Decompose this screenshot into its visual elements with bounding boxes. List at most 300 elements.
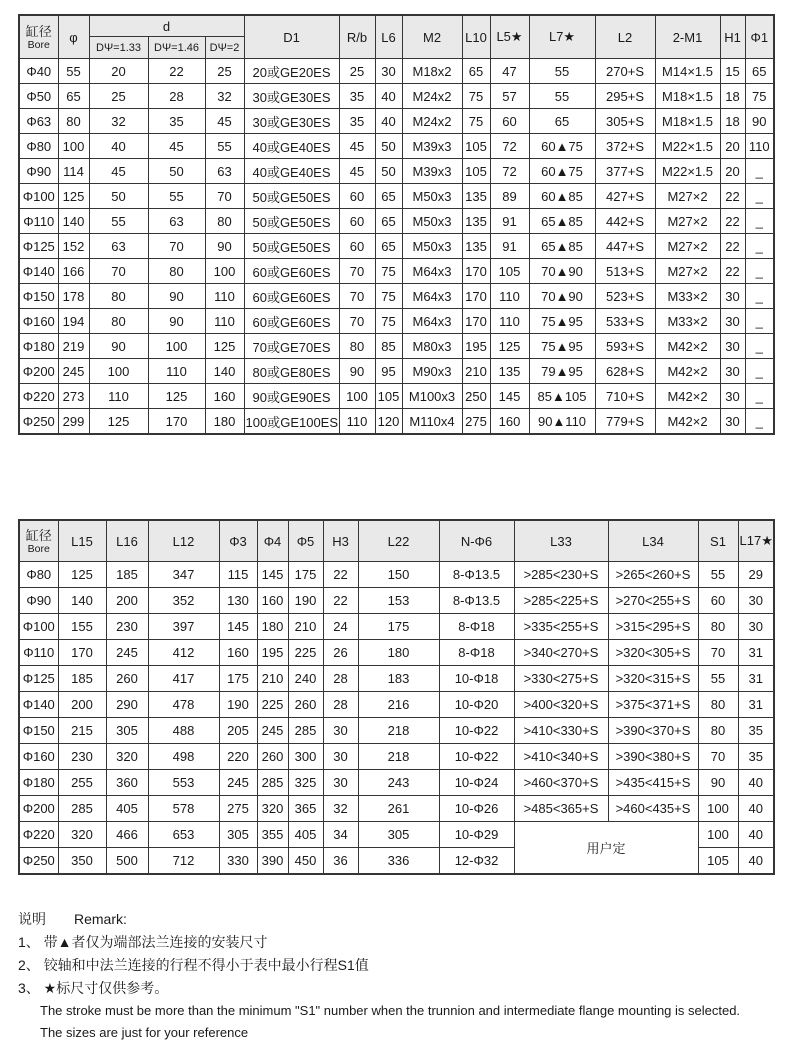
col-header-l17-star: L17★: [738, 520, 774, 562]
table-cell: 153: [358, 588, 439, 614]
table-cell: 125: [89, 409, 148, 435]
table-cell: 75▲95: [529, 309, 595, 334]
table-cell: 347: [148, 562, 219, 588]
table-cell: 160: [205, 384, 244, 409]
col-header-2-m1: 2-M1: [655, 15, 720, 59]
table-cell: 45: [339, 134, 375, 159]
table-cell: 273: [58, 384, 89, 409]
table-cell: 442+S: [595, 209, 655, 234]
table-cell: 100: [339, 384, 375, 409]
table-cell: 10-Φ24: [439, 770, 514, 796]
table-cell: 24: [323, 614, 358, 640]
table-cell: >460<370+S: [514, 770, 608, 796]
table-cell: 30: [720, 409, 745, 435]
table-row: [19, 770, 774, 796]
table-cell: 35: [148, 109, 205, 134]
table-cell: 125: [58, 184, 89, 209]
table-cell: 295+S: [595, 84, 655, 109]
table-cell: 105: [375, 384, 402, 409]
col-header-h1: H1: [720, 15, 745, 59]
row-bore-label: Φ80: [19, 134, 58, 159]
table-cell: 57: [490, 84, 529, 109]
table-cell: 285: [288, 718, 323, 744]
table-cell: >390<370+S: [608, 718, 698, 744]
table-cell: M24x2: [402, 84, 462, 109]
table-cell: 110: [490, 309, 529, 334]
table-cell: 26: [323, 640, 358, 666]
table-cell: 22: [720, 259, 745, 284]
table-row: [19, 822, 774, 848]
table-cell: 110: [205, 309, 244, 334]
table-cell: 245: [257, 718, 288, 744]
table2-body: [19, 562, 774, 875]
table-cell: >330<275+S: [514, 666, 608, 692]
table-cell: 75: [375, 284, 402, 309]
remark-english-2: The sizes are just for your reference: [40, 1025, 249, 1040]
table-cell: 100: [58, 134, 89, 159]
table-cell: 91: [490, 234, 529, 259]
table-cell: _: [745, 284, 774, 309]
table-cell: 80: [698, 692, 738, 718]
col-header-bore: [19, 15, 58, 59]
table-cell: 200: [58, 692, 106, 718]
remarks-section: [18, 908, 773, 1044]
table-cell: 65▲85: [529, 209, 595, 234]
table-cell: >270<255+S: [608, 588, 698, 614]
table-cell: 230: [106, 614, 148, 640]
table-cell: 183: [358, 666, 439, 692]
table-cell: 135: [462, 184, 490, 209]
table-cell: 40: [738, 770, 774, 796]
table-row: [19, 84, 774, 109]
table-cell: 70: [205, 184, 244, 209]
table-cell: 145: [219, 614, 257, 640]
table-cell: 80: [89, 309, 148, 334]
table-cell: 80: [698, 718, 738, 744]
table-cell: 40: [375, 109, 402, 134]
table-row: [19, 359, 774, 384]
table-cell: 352: [148, 588, 219, 614]
table-cell: 55: [529, 84, 595, 109]
table-cell: 498: [148, 744, 219, 770]
table-cell: 15: [720, 59, 745, 84]
table-cell: 553: [148, 770, 219, 796]
row-bore-label: Φ250: [19, 409, 58, 435]
table-cell: 50: [375, 134, 402, 159]
table-cell: 28: [148, 84, 205, 109]
table-cell: 80: [339, 334, 375, 359]
table-cell: M64x3: [402, 259, 462, 284]
table-cell: M33×2: [655, 284, 720, 309]
table-row: [19, 718, 774, 744]
table-cell: 20: [720, 159, 745, 184]
table-cell: 100: [698, 796, 738, 822]
table-cell: 70或GE70ES: [244, 334, 339, 359]
col-header-d-psi-1-33: DΨ=1.33: [89, 37, 148, 59]
table-cell: 166: [58, 259, 89, 284]
table-cell: 28: [323, 692, 358, 718]
table-row: [19, 284, 774, 309]
row-bore-label: Φ125: [19, 666, 58, 692]
table-cell: 63: [205, 159, 244, 184]
table-cell: 31: [738, 692, 774, 718]
table-cell: 80: [698, 614, 738, 640]
table-cell: 22: [720, 184, 745, 209]
table-cell: 31: [738, 666, 774, 692]
col-header-l16: L16: [106, 520, 148, 562]
table-cell: 32: [89, 109, 148, 134]
table-cell: 70▲90: [529, 284, 595, 309]
table-cell: 55: [698, 562, 738, 588]
table-row: [19, 159, 774, 184]
table-cell: 90: [148, 284, 205, 309]
table-cell: 40或GE40ES: [244, 159, 339, 184]
table-cell: 105: [462, 134, 490, 159]
table-row: [19, 666, 774, 692]
table-cell: 40: [375, 84, 402, 109]
table-cell: 75: [375, 309, 402, 334]
table-cell: 245: [106, 640, 148, 666]
col-header-l12: L12: [148, 520, 219, 562]
table-cell: 210: [257, 666, 288, 692]
table-cell: 50: [375, 159, 402, 184]
table-cell: 216: [358, 692, 439, 718]
table-cell: 365: [288, 796, 323, 822]
table-cell: 125: [205, 334, 244, 359]
table-cell: 10-Φ22: [439, 744, 514, 770]
table-cell: 653: [148, 822, 219, 848]
table-cell: 95: [375, 359, 402, 384]
table-cell: 10-Φ22: [439, 718, 514, 744]
table-row: [19, 259, 774, 284]
table-cell: 320: [58, 822, 106, 848]
remark-line-1: 1、 带▲者仅为端部法兰连接的安装尺寸: [18, 934, 268, 950]
table-cell: 390: [257, 848, 288, 875]
table-cell: 50或GE50ES: [244, 234, 339, 259]
table-cell: 220: [219, 744, 257, 770]
table-cell: 22: [323, 588, 358, 614]
col-header-m2: M2: [402, 15, 462, 59]
table-cell: 75: [745, 84, 774, 109]
table-cell: 110: [745, 134, 774, 159]
table-cell: 30: [720, 309, 745, 334]
table-cell: 40: [738, 848, 774, 875]
table-cell: 218: [358, 744, 439, 770]
row-bore-label: Φ63: [19, 109, 58, 134]
table-cell: 80: [89, 284, 148, 309]
row-bore-label: Φ110: [19, 209, 58, 234]
table-row: [19, 588, 774, 614]
table-cell: 110: [89, 384, 148, 409]
table-cell: _: [745, 409, 774, 435]
table-cell: 578: [148, 796, 219, 822]
table-cell: 405: [288, 822, 323, 848]
table-cell: 194: [58, 309, 89, 334]
col-header-h3: H3: [323, 520, 358, 562]
table-cell: M33×2: [655, 309, 720, 334]
row-bore-label: Φ100: [19, 184, 58, 209]
table-cell: 90或GE90ES: [244, 384, 339, 409]
row-bore-label: Φ220: [19, 384, 58, 409]
table-cell: 90: [745, 109, 774, 134]
table-cell: 30: [720, 384, 745, 409]
table-cell: 628+S: [595, 359, 655, 384]
table-cell: 45: [148, 134, 205, 159]
table-cell: 260: [106, 666, 148, 692]
col-header-l7-star: L7★: [529, 15, 595, 59]
col-header-l33: L33: [514, 520, 608, 562]
col-header-bore: [19, 520, 58, 562]
table-cell: >285<225+S: [514, 588, 608, 614]
table-row: [19, 409, 774, 435]
table-cell: 30: [323, 718, 358, 744]
table-cell: 270+S: [595, 59, 655, 84]
table-cell: 285: [257, 770, 288, 796]
table-cell: 230: [58, 744, 106, 770]
table-cell: 55: [89, 209, 148, 234]
table-cell: 125: [490, 334, 529, 359]
bore-label-en: Bore: [27, 542, 50, 555]
col-header-d-psi-1-46: DΨ=1.46: [148, 37, 205, 59]
table-cell: 210: [462, 359, 490, 384]
table-cell: 140: [58, 588, 106, 614]
table-cell: 29: [738, 562, 774, 588]
table-cell: 245: [219, 770, 257, 796]
table-cell: 533+S: [595, 309, 655, 334]
table-cell: M110x4: [402, 409, 462, 435]
table-cell: M42×2: [655, 334, 720, 359]
table-cell: 18: [720, 84, 745, 109]
table-cell: 170: [462, 309, 490, 334]
col-header-l22: L22: [358, 520, 439, 562]
table-cell: 712: [148, 848, 219, 875]
table-cell: 45: [205, 109, 244, 134]
table-cell: 170: [462, 259, 490, 284]
table-cell: 140: [205, 359, 244, 384]
table1-body: [19, 59, 774, 435]
table-cell: 85: [375, 334, 402, 359]
table-cell: 45: [339, 159, 375, 184]
table-cell: 32: [205, 84, 244, 109]
table-cell: >485<365+S: [514, 796, 608, 822]
table-cell: M27×2: [655, 184, 720, 209]
table-cell: 170: [148, 409, 205, 435]
table-row: [19, 384, 774, 409]
row-bore-label: Φ125: [19, 234, 58, 259]
row-bore-label: Φ160: [19, 744, 58, 770]
row-bore-label: Φ50: [19, 84, 58, 109]
row-bore-label: Φ40: [19, 59, 58, 84]
row-bore-label: Φ110: [19, 640, 58, 666]
table-cell: _: [745, 159, 774, 184]
col-header-d1: D1: [244, 15, 339, 59]
table-cell: 290: [106, 692, 148, 718]
table-row: [19, 109, 774, 134]
bore-label-en: Bore: [27, 38, 50, 51]
table-cell: 12-Φ32: [439, 848, 514, 875]
row-bore-label: Φ90: [19, 159, 58, 184]
table-cell: 55: [698, 666, 738, 692]
col-header-phi4: Φ4: [257, 520, 288, 562]
table-cell: 45: [89, 159, 148, 184]
table-cell: M24x2: [402, 109, 462, 134]
table-cell: 72: [490, 159, 529, 184]
col-header-n-phi6: N-Φ6: [439, 520, 514, 562]
table-cell: 55: [205, 134, 244, 159]
table-cell: 65: [375, 234, 402, 259]
table-cell: >375<371+S: [608, 692, 698, 718]
table-cell: 100: [89, 359, 148, 384]
table-cell: 18: [720, 109, 745, 134]
table-cell: 260: [288, 692, 323, 718]
table-cell: 710+S: [595, 384, 655, 409]
table-cell: 152: [58, 234, 89, 259]
table-cell: 140: [58, 209, 89, 234]
table-cell: 195: [257, 640, 288, 666]
table-row: [19, 334, 774, 359]
row-bore-label: Φ250: [19, 848, 58, 875]
table-cell: 60: [339, 184, 375, 209]
row-bore-label: Φ80: [19, 562, 58, 588]
table-cell: 215: [58, 718, 106, 744]
table-cell: 779+S: [595, 409, 655, 435]
table-cell: 40: [738, 796, 774, 822]
col-header-l34: L34: [608, 520, 698, 562]
col-header-phi5: Φ5: [288, 520, 323, 562]
table-row: [19, 796, 774, 822]
table-cell: 180: [358, 640, 439, 666]
table-cell: 488: [148, 718, 219, 744]
table-cell: 225: [288, 640, 323, 666]
table-cell: 10-Φ18: [439, 666, 514, 692]
table-cell: M18×1.5: [655, 109, 720, 134]
row-bore-label: Φ180: [19, 334, 58, 359]
table-row: [19, 209, 774, 234]
col-header-l10: L10: [462, 15, 490, 59]
table-cell: 50: [148, 159, 205, 184]
table-cell: 70: [698, 640, 738, 666]
table-cell: _: [745, 384, 774, 409]
table-cell: 185: [106, 562, 148, 588]
table-cell: 8-Φ13.5: [439, 588, 514, 614]
table-cell: 63: [89, 234, 148, 259]
table-cell: 305: [358, 822, 439, 848]
table-cell: 10-Φ20: [439, 692, 514, 718]
table-cell: 10-Φ26: [439, 796, 514, 822]
table-cell: 30或GE30ES: [244, 109, 339, 134]
table-cell: 305: [219, 822, 257, 848]
table-cell: M27×2: [655, 234, 720, 259]
table-cell: M39x3: [402, 159, 462, 184]
table-cell: 34: [323, 822, 358, 848]
table-row: [19, 134, 774, 159]
table-cell: 300: [288, 744, 323, 770]
table-cell: >320<305+S: [608, 640, 698, 666]
table-cell: 70: [698, 744, 738, 770]
row-bore-label: Φ200: [19, 359, 58, 384]
table-cell: 90: [89, 334, 148, 359]
table-cell: 60▲75: [529, 159, 595, 184]
table-cell: 285: [58, 796, 106, 822]
table-cell: 70: [89, 259, 148, 284]
table-cell: 372+S: [595, 134, 655, 159]
table-row: [19, 59, 774, 84]
table-cell: 30或GE30ES: [244, 84, 339, 109]
table-cell: 22: [720, 234, 745, 259]
table-cell: 130: [219, 588, 257, 614]
table-cell: 110: [148, 359, 205, 384]
table-cell: >285<230+S: [514, 562, 608, 588]
table-cell: M42×2: [655, 384, 720, 409]
table-cell: 105: [698, 848, 738, 875]
table-cell: >320<315+S: [608, 666, 698, 692]
table-row: [19, 640, 774, 666]
table-cell: _: [745, 209, 774, 234]
table-cell: 336: [358, 848, 439, 875]
table-cell: 50或GE50ES: [244, 184, 339, 209]
table-cell: 90: [205, 234, 244, 259]
table-cell: 299: [58, 409, 89, 435]
table-cell: M14×1.5: [655, 59, 720, 84]
table-cell: 60: [490, 109, 529, 134]
table-cell: 30: [720, 359, 745, 384]
row-bore-label: Φ220: [19, 822, 58, 848]
row-bore-label: Φ100: [19, 614, 58, 640]
table-cell: >340<270+S: [514, 640, 608, 666]
table-cell: 60: [698, 588, 738, 614]
table-cell: 30: [720, 334, 745, 359]
table-cell: 80: [58, 109, 89, 134]
col-header-s1: S1: [698, 520, 738, 562]
table-cell: >410<340+S: [514, 744, 608, 770]
table-cell: 79▲95: [529, 359, 595, 384]
row-bore-label: Φ180: [19, 770, 58, 796]
table-cell: 305+S: [595, 109, 655, 134]
table-cell: 145: [257, 562, 288, 588]
table-cell: M64x3: [402, 309, 462, 334]
table-cell: 245: [58, 359, 89, 384]
col-header-l6: L6: [375, 15, 402, 59]
table-cell: 175: [358, 614, 439, 640]
table-cell: 80: [148, 259, 205, 284]
table-cell: 28: [323, 666, 358, 692]
table-cell: 500: [106, 848, 148, 875]
table-cell: 170: [462, 284, 490, 309]
table-cell: M50x3: [402, 234, 462, 259]
table-cell: _: [745, 259, 774, 284]
table-cell: 75: [462, 109, 490, 134]
table-cell: 275: [219, 796, 257, 822]
table-cell: M80x3: [402, 334, 462, 359]
table-cell: 90▲110: [529, 409, 595, 435]
table-cell: 50: [89, 184, 148, 209]
table-cell: 55: [58, 59, 89, 84]
table-cell: M42×2: [655, 409, 720, 435]
table-cell: 8-Φ18: [439, 614, 514, 640]
table-cell: 22: [720, 209, 745, 234]
table-cell: 40: [89, 134, 148, 159]
table-cell: 30: [323, 744, 358, 770]
table-cell: 90: [339, 359, 375, 384]
table-cell: 60▲85: [529, 184, 595, 209]
table-cell: 260: [257, 744, 288, 770]
table-cell: 243: [358, 770, 439, 796]
table-cell: 8-Φ13.5: [439, 562, 514, 588]
table-cell: 10-Φ29: [439, 822, 514, 848]
table-cell: M22×1.5: [655, 134, 720, 159]
table-cell: 175: [288, 562, 323, 588]
table-cell: 32: [323, 796, 358, 822]
